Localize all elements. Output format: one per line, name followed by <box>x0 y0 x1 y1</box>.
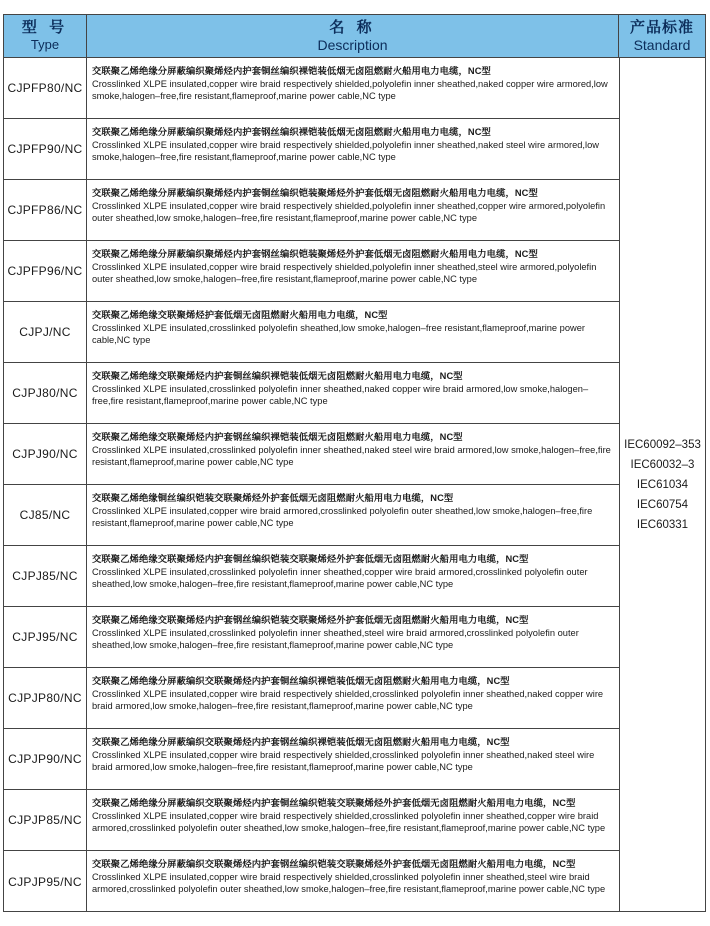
description-en: Crosslinked XLPE insulated,crosslinked polyolefin inner sheathed,steel wire braid armored,crosslinked polyolefin outer sheathed,low smoke,halogen–free,fire resistant,flameproof,marine power cable,NC type <box>92 627 579 651</box>
description-cell <box>87 302 619 362</box>
table-row <box>4 180 619 241</box>
description-cell <box>87 424 619 484</box>
header-standard-cn: 产品标准 <box>629 19 694 36</box>
description-cn: 交联聚乙烯绝缘铜丝编织铠装交联聚烯烃外护套低烟无卤阻燃耐火船用电力电缆，NC型 <box>92 493 454 503</box>
description-cn: 交联聚乙烯绝缘交联聚烯烃内护套铜丝编织裸铠装低烟无卤阻燃耐火船用电力电缆，NC型 <box>92 371 463 381</box>
header-standard <box>619 15 705 57</box>
model-type-cell: CJPFP90/NC <box>4 119 87 179</box>
description-cn: 交联聚乙烯绝缘分屏蔽编织交联聚烯烃内护套铜丝编织铠装交联聚烯烃外护套低烟无卤阻燃耐火船用电力电缆，NC型 <box>92 798 576 808</box>
description-cell <box>87 58 619 118</box>
description-cell <box>87 607 619 667</box>
header-type-en: Type <box>30 37 60 52</box>
model-type-cell: CJPJ90/NC <box>4 424 87 484</box>
description-cn: 交联聚乙烯绝缘分屏蔽编织聚烯烃内护套钢丝编织裸铠装低烟无卤阻燃耐火船用电力电缆，NC型 <box>92 127 491 137</box>
table-row <box>4 607 619 668</box>
model-type-cell: CJPJP85/NC <box>4 790 87 850</box>
model-type-cell: CJ85/NC <box>4 485 87 545</box>
description-en: Crosslinked XLPE insulated,copper wire braid respectively shielded,polyolefin inner sheathed,copper wire armored,polyolefin outer sheathed,low smoke,halogen–free,fire resistant,flameproof,marine power cable,NC type <box>92 200 606 224</box>
description-cell <box>87 363 619 423</box>
table-row <box>4 424 619 485</box>
description-en: Crosslinked XLPE insulated,copper wire braid respectively shielded,crosslinked polyolefin inner sheathed,steel wire braid armored,crosslinked polyolefin outer sheathed,low smoke,halogen–free,fire resistant,flameproof,marine power cable,NC type <box>92 871 606 895</box>
table-row <box>4 851 619 912</box>
table-row <box>4 668 619 729</box>
description-cn: 交联聚乙烯绝缘交联聚烯烃内护套钢丝编织铠装交联聚烯烃外护套低烟无卤阻燃耐火船用电力电缆，NC型 <box>92 615 529 625</box>
description-en: Crosslinked XLPE insulated,copper wire braid respectively shielded,polyolefin inner sheathed,steel wire armored,polyolefin outer sheathed,low smoke,halogen–free,fire resistant,flameproof,marine power cable,NC type <box>92 261 597 285</box>
model-type-cell: CJPJP95/NC <box>4 851 87 912</box>
description-en: Crosslinked XLPE insulated,copper wire braid armored,crosslinked polyolefin outer sheathed,low smoke,halogen–free,fire resistant,flameproof,marine power cable,NC type <box>92 505 593 529</box>
model-type-cell: CJPFP96/NC <box>4 241 87 301</box>
table-row <box>4 729 619 790</box>
standards-cell <box>619 58 705 911</box>
standard-item: IEC60032–3 <box>630 458 695 471</box>
description-en: Crosslinked XLPE insulated,crosslinked polyolefin inner sheathed,naked steel wire braid armored,low smoke,halogen–free,fire resistant,flameproof,marine power cable,NC type <box>92 444 611 468</box>
header-description-cn: 名 称 <box>329 19 376 36</box>
description-cn: 交联聚乙烯绝缘分屏蔽编织聚烯烃内护套铜丝编织裸铠装低烟无卤阻燃耐火船用电力电缆，NC型 <box>92 66 491 76</box>
description-en: Crosslinked XLPE insulated,crosslinked polyolefin sheathed,low smoke,halogen–free resistant,flameproof,marine power cable,NC type <box>92 322 585 346</box>
description-cell <box>87 851 619 912</box>
description-cell <box>87 668 619 728</box>
description-en: Crosslinked XLPE insulated,crosslinked polyolefin inner sheathed,naked copper wire braid armored,low smoke,halogen–free,fire resistant,flameproof,marine power cable,NC type <box>92 383 589 407</box>
header-type <box>4 15 87 57</box>
header-type-cn: 型 号 <box>21 19 69 36</box>
description-cell <box>87 119 619 179</box>
header-description <box>87 15 619 57</box>
description-cell <box>87 546 619 606</box>
table-row <box>4 790 619 851</box>
standard-item: IEC60331 <box>636 518 689 531</box>
description-cell <box>87 485 619 545</box>
model-type-cell: CJPFP86/NC <box>4 180 87 240</box>
table-row <box>4 363 619 424</box>
description-en: Crosslinked XLPE insulated,copper wire braid respectively shielded,crosslinked polyolefin inner sheathed,copper wire braid armored,crosslinked polyolefin outer sheathed,low smoke,halogen–free,fire resistant,flameproof,marine power cable,NC type <box>92 810 606 834</box>
model-type-cell: CJPJ95/NC <box>4 607 87 667</box>
description-cell <box>87 180 619 240</box>
table-row <box>4 546 619 607</box>
table-row <box>4 241 619 302</box>
table-row <box>4 58 619 119</box>
description-en: Crosslinked XLPE insulated,copper wire braid respectively shielded,crosslinked polyolefin inner sheathed,naked copper wire braid armored,low smoke,halogen–free,fire resistant,flameproof,marine power cable,NC type <box>92 688 604 712</box>
model-type-cell: CJPFP80/NC <box>4 58 87 118</box>
description-en: Crosslinked XLPE insulated,copper wire braid respectively shielded,polyolefin inner sheathed,naked steel wire armored,low smoke,halogen–free,fire resistant,flameproof,marine power cable,NC type <box>92 139 599 163</box>
description-en: Crosslinked XLPE insulated,copper wire braid respectively shielded,polyolefin inner sheathed,naked copper wire armored,low smoke,halogen–free,fire resistant,flameproof,marine power cable,NC type <box>92 78 608 102</box>
description-en: Crosslinked XLPE insulated,crosslinked polyolefin inner sheathed,copper wire braid armored,crosslinked polyolefin outer sheathed,low smoke,halogen–free,fire resistant,flameproof,marine power cable,NC type <box>92 566 588 590</box>
standard-item: IEC61034 <box>636 478 689 491</box>
table-row <box>4 302 619 363</box>
description-cn: 交联聚乙烯绝缘分屏蔽编织聚烯烃内护套铜丝编织铠装聚烯烃外护套低烟无卤阻燃耐火船用电力电缆，NC型 <box>92 188 538 198</box>
description-cn: 交联聚乙烯绝缘交联聚烯烃内护套钢丝编织裸铠装低烟无卤阻燃耐火船用电力电缆，NC型 <box>92 432 463 442</box>
description-en: Crosslinked XLPE insulated,copper wire braid respectively shielded,crosslinked polyolefin inner sheathed,naked steel wire braid armored,low smoke,halogen–free,fire resistant,flameproof,marine power cable,NC type <box>92 749 595 773</box>
header-description-en: Description <box>317 37 388 53</box>
standard-item: IEC60092–353 <box>624 438 701 451</box>
description-cn: 交联聚乙烯绝缘分屏蔽编织交联聚烯烃内护套铜丝编织裸铠装低烟无卤阻燃耐火船用电力电缆，NC型 <box>92 676 510 686</box>
description-cn: 交联聚乙烯绝缘交联聚烯烃内护套铜丝编织铠装交联聚烯烃外护套低烟无卤阻燃耐火船用电力电缆，NC型 <box>92 554 529 564</box>
header-standard-en: Standard <box>633 37 691 53</box>
description-cell <box>87 790 619 850</box>
standard-item: IEC60754 <box>636 498 689 511</box>
description-cn: 交联聚乙烯绝缘分屏蔽编织交联聚烯烃内护套钢丝编织裸铠装低烟无卤阻燃耐火船用电力电缆，NC型 <box>92 737 510 747</box>
description-cn: 交联聚乙烯绝缘分屏蔽编织交联聚烯烃内护套钢丝编织铠装交联聚烯烃外护套低烟无卤阻燃耐火船用电力电缆，NC型 <box>92 859 576 869</box>
description-cell <box>87 241 619 301</box>
cable-spec-table <box>3 14 706 912</box>
table-header <box>4 15 705 58</box>
model-type-cell: CJPJ80/NC <box>4 363 87 423</box>
table-body <box>4 58 619 912</box>
model-type-cell: CJPJ/NC <box>4 302 87 362</box>
description-cell <box>87 729 619 789</box>
model-type-cell: CJPJP90/NC <box>4 729 87 789</box>
table-row <box>4 119 619 180</box>
model-type-cell: CJPJ85/NC <box>4 546 87 606</box>
model-type-cell: CJPJP80/NC <box>4 668 87 728</box>
description-cn: 交联聚乙烯绝缘分屏蔽编织聚烯烃内护套钢丝编织铠装聚烯烃外护套低烟无卤阻燃耐火船用电力电缆，NC型 <box>92 249 538 259</box>
table-row <box>4 485 619 546</box>
description-cn: 交联聚乙烯绝缘交联聚烯烃护套低烟无卤阻燃耐火船用电力电缆，NC型 <box>92 310 388 320</box>
